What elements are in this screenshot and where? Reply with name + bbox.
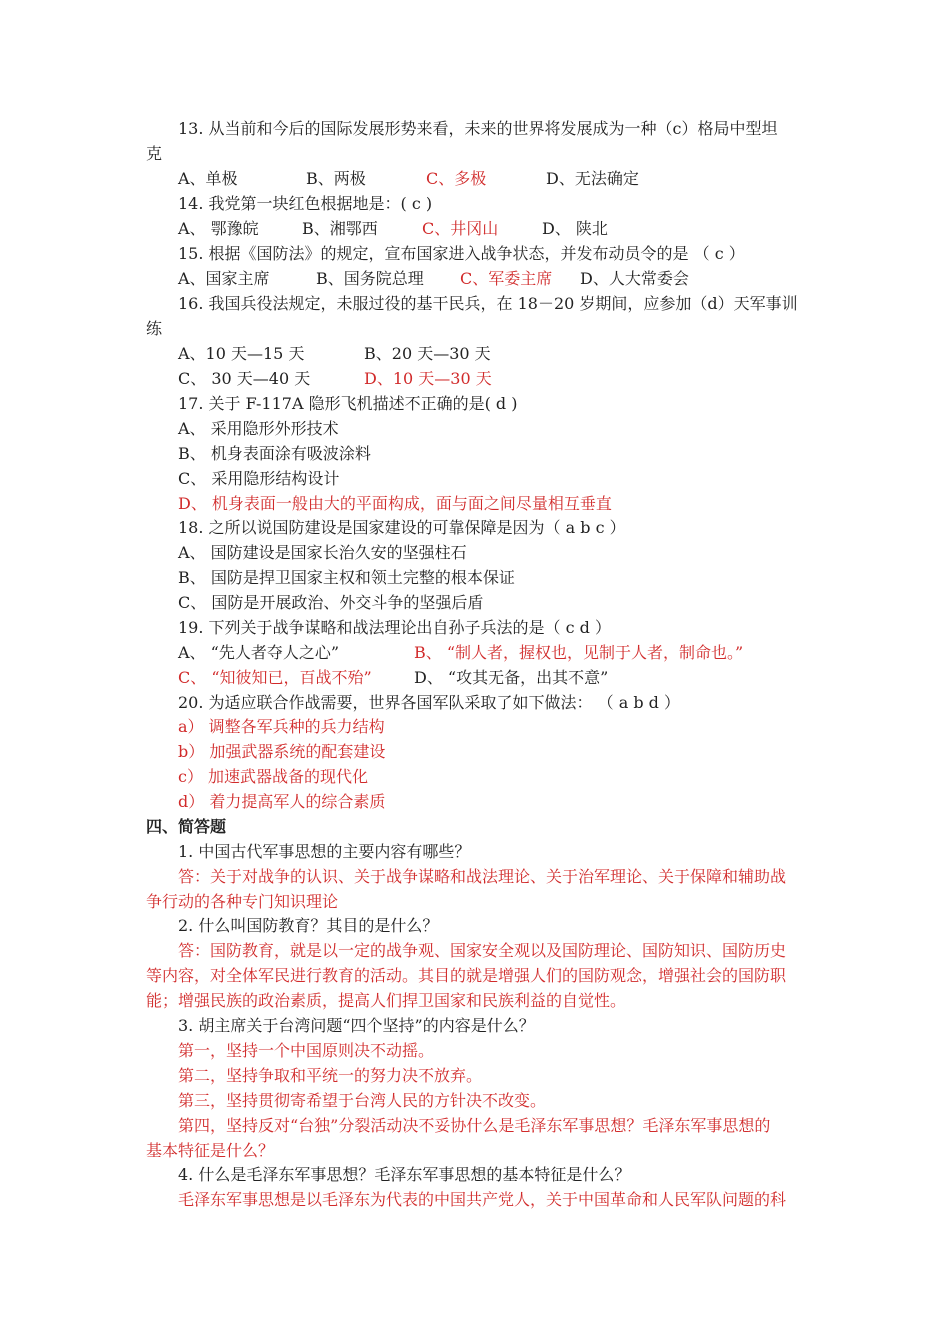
- q19-stem: 19. 下列关于战争谋略和战法理论出自孙子兵法的是（ c d ）: [178, 618, 611, 637]
- q13-option-d: D、无法确定: [546, 169, 639, 188]
- q19-option-a: A、 “先人者夺人之心”: [178, 643, 340, 662]
- q14-option-a: A、 鄂豫皖: [178, 219, 259, 238]
- q17-option-d-answer: D、 机身表面一般由大的平面构成，面与面之间尽量相互垂直: [178, 494, 612, 513]
- sa-a3-line2: 第二，坚持争取和平统一的努力决不放弃。: [178, 1066, 483, 1085]
- q15-option-b: B、国务院总理: [316, 269, 424, 288]
- q13-stem-line2: 克: [146, 144, 163, 163]
- q20-option-a-answer: a） 调整各军兵种的兵力结构: [178, 717, 385, 736]
- q17-option-b: B、 机身表面涂有吸波涂料: [178, 444, 371, 463]
- q19-option-b-answer: B、 “制人者，握权也，见制于人者，制命也。”: [414, 643, 744, 662]
- q15-stem: 15. 根据《国防法》的规定，宣布国家进入战争状态，并发布动员令的是 （ c ）: [178, 244, 745, 263]
- q15-option-a: A、国家主席: [178, 269, 270, 288]
- q14-option-d: D、 陕北: [542, 219, 608, 238]
- q17-option-a: A、 采用隐形外形技术: [178, 419, 339, 438]
- q16-option-c: C、 30 天—40 天: [178, 369, 311, 388]
- sa-a4-line1: 毛泽东军事思想是以毛泽东为代表的中国共产党人，关于中国革命和人民军队问题的科: [178, 1190, 787, 1209]
- q16-option-a: A、10 天—15 天: [178, 344, 305, 363]
- sa-a3-line1: 第一，坚持一个中国原则决不动摇。: [178, 1041, 435, 1060]
- sa-q3: 3. 胡主席关于台湾问题“四个坚持”的内容是什么？: [178, 1016, 535, 1035]
- sa-a2-line2: 等内容，对全体军民进行教育的活动。其目的就是增强人们的国防观念，增强社会的国防职: [146, 966, 787, 985]
- section-heading: 四、简答题: [146, 817, 227, 836]
- q19-option-d: D、 “攻其无备，出其不意”: [414, 668, 609, 687]
- q20-option-d-answer: d） 着力提高军人的综合素质: [178, 792, 386, 811]
- sa-q4: 4. 什么是毛泽东军事思想？毛泽东军事思想的基本特征是什么？: [178, 1165, 631, 1184]
- sa-q2: 2. 什么叫国防教育？其目的是什么？: [178, 916, 439, 935]
- q16-stem-line2: 练: [146, 319, 163, 338]
- q18-option-a: A、 国防建设是国家长治久安的坚强柱石: [178, 543, 467, 562]
- q13-option-a: A、单极: [178, 169, 238, 188]
- q16-option-b: B、20 天—30 天: [364, 344, 491, 363]
- q13-option-c-answer: C、多极: [426, 169, 487, 188]
- q20-option-b-answer: b） 加强武器系统的配套建设: [178, 742, 386, 761]
- q14-option-b: B、湘鄂西: [302, 219, 378, 238]
- q14-stem: 14. 我党第一块红色根据地是：( c ): [178, 194, 433, 213]
- sa-q1: 1. 中国古代军事思想的主要内容有哪些？: [178, 842, 471, 861]
- sa-a3-line5: 基本特征是什么？: [146, 1141, 275, 1160]
- q16-stem-line1: 16. 我国兵役法规定，未服过役的基干民兵，在 18－20 岁期间，应参加（d）天军事训: [178, 294, 798, 313]
- sa-a1-line1: 答：关于对战争的认识、关于战争谋略和战法理论、关于治军理论、关于保障和辅助战: [178, 867, 787, 886]
- q19-option-c-answer: C、 “知彼知已，百战不殆”: [178, 668, 372, 687]
- sa-a3-line4: 第四，坚持反对“台独”分裂活动决不妥协什么是毛泽东军事思想？毛泽东军事思想的: [178, 1116, 771, 1135]
- sa-a2-line1: 答：国防教育，就是以一定的战争观、国家安全观以及国防理论、国防知识、国防历史: [178, 941, 787, 960]
- q17-stem: 17. 关于 F-117A 隐形飞机描述不正确的是( d ): [178, 394, 518, 413]
- q15-option-d: D、人大常委会: [580, 269, 689, 288]
- q16-option-d-answer: D、10 天—30 天: [364, 369, 492, 388]
- q18-option-c: C、 国防是开展政治、外交斗争的坚强后盾: [178, 593, 484, 612]
- q17-option-c: C、 采用隐形结构设计: [178, 469, 340, 488]
- sa-a1-line2: 争行动的各种专门知识理论: [146, 892, 339, 911]
- q20-stem: 20. 为适应联合作战需要，世界各国军队采取了如下做法： （ a b d ）: [178, 693, 680, 712]
- q14-option-c-answer: C、井冈山: [422, 219, 499, 238]
- q13-stem-line1: 13. 从当前和今后的国际发展形势来看，未来的世界将发展成为一种（c）格局中型坦: [178, 119, 778, 138]
- q18-stem: 18. 之所以说国防建设是国家建设的可靠保障是因为（ a b c ）: [178, 518, 626, 537]
- sa-a3-line3: 第三，坚持贯彻寄希望于台湾人民的方针决不改变。: [178, 1091, 547, 1110]
- q18-option-b: B、 国防是捍卫国家主权和领土完整的根本保证: [178, 568, 515, 587]
- sa-a2-line3: 能；增强民族的政治素质，提高人们捍卫国家和民族利益的自觉性。: [146, 991, 627, 1010]
- q13-option-b: B、两极: [306, 169, 366, 188]
- q15-option-c-answer: C、军委主席: [460, 269, 553, 288]
- q20-option-c: c） 加速武器战备的现代化: [178, 767, 369, 786]
